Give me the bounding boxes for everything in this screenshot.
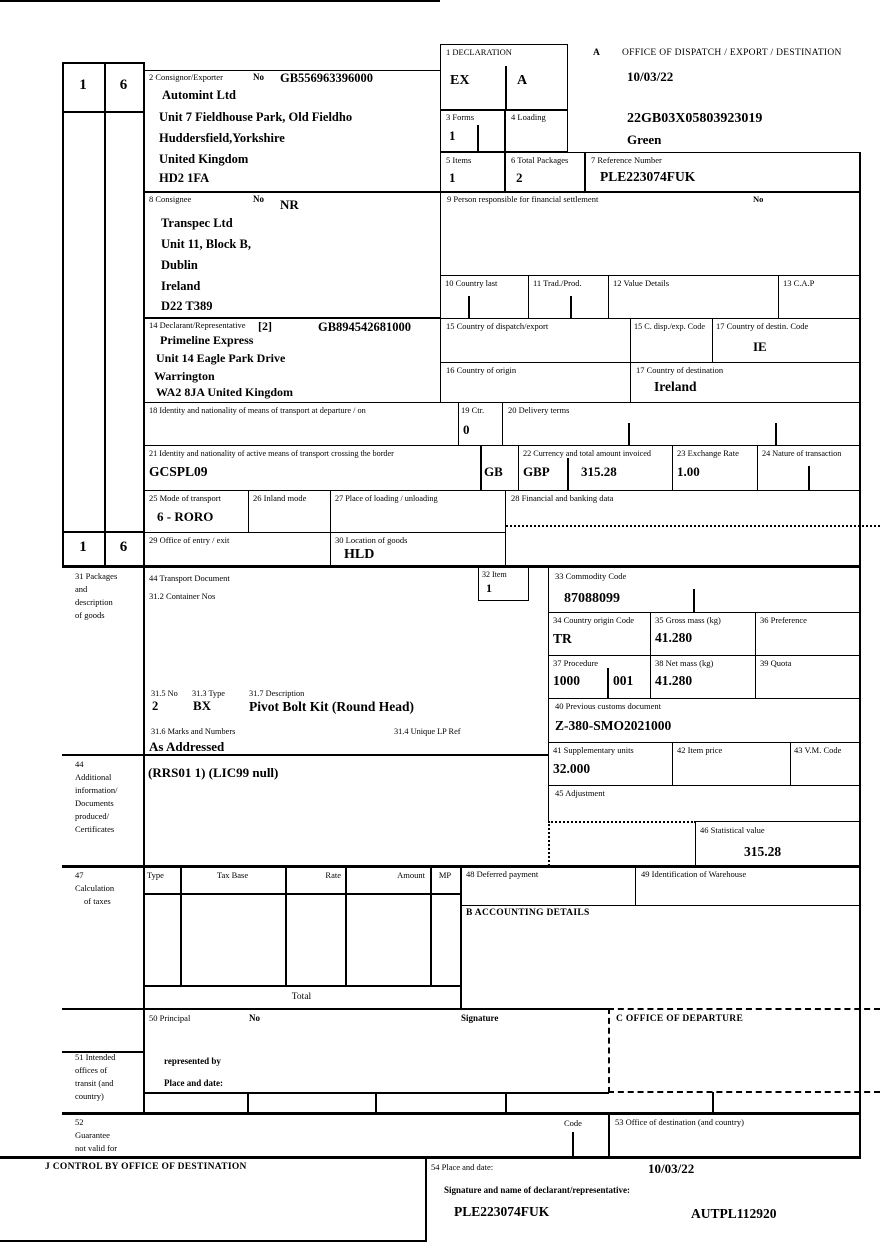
office-a-title: OFFICE OF DISPATCH / EXPORT / DESTINATION	[622, 48, 842, 58]
box31-side-label: of goods	[75, 610, 105, 620]
box46-value: 315.28	[744, 844, 782, 859]
table-column-line	[285, 865, 287, 986]
divider	[693, 589, 695, 613]
box51-side-label: country)	[75, 1091, 104, 1101]
box26-label: 26 Inland mode	[253, 493, 307, 503]
box3-label: 3 Forms	[446, 112, 475, 122]
box15c-label: 15 C. disp./exp. Code	[634, 322, 705, 331]
box22-currency: GBP	[523, 464, 550, 479]
box25-value: 6 - RORO	[157, 509, 214, 524]
box31-side-label: 31 Packages	[75, 571, 118, 581]
divider	[775, 423, 777, 446]
divider	[567, 458, 569, 491]
box6-label: 6 Total Packages	[511, 155, 569, 165]
box50-no-label: No	[249, 1013, 260, 1023]
border-line	[608, 1113, 610, 1157]
box14-address-line: WA2 8JA United Kingdom	[156, 385, 294, 399]
box14-eori: GB894542681000	[318, 320, 412, 334]
declaration-category: A	[517, 73, 528, 88]
table-column-line	[430, 865, 432, 986]
box2-eori: GB556963396000	[280, 71, 374, 85]
box37-label: 37 Procedure	[553, 658, 599, 668]
box15-label: 15 Country of dispatch/export	[446, 321, 549, 331]
divider	[477, 125, 479, 152]
box14-code: [2]	[258, 319, 272, 333]
box38-label: 38 Net mass (kg)	[655, 658, 714, 668]
box35-value: 41.280	[655, 630, 693, 645]
border-line	[375, 1092, 377, 1113]
box25-label: 25 Mode of transport	[149, 493, 222, 503]
box39-label: 39 Quota	[760, 658, 792, 668]
declaration-type: EX	[450, 73, 470, 88]
box51-side-label: 51 Intended	[75, 1052, 116, 1062]
box54-signature-label: Signature and name of declarant/representative:	[444, 1185, 630, 1195]
box7-value: PLE223074FUK	[600, 169, 696, 184]
box31-4-lp-label: 31.4 Unique LP Ref	[394, 727, 461, 736]
box23-value: 1.00	[677, 464, 700, 479]
box31-5-no-value: 2	[152, 699, 159, 713]
copy-number-right: 6	[119, 539, 128, 555]
box12-label: 12 Value Details	[613, 278, 670, 288]
box50-signature-label: Signature	[461, 1013, 499, 1023]
box54-reference: PLE223074FUK	[454, 1204, 550, 1219]
box41-value: 32.000	[553, 761, 591, 776]
border-line	[62, 754, 549, 756]
office-a-routing: Green	[627, 132, 662, 147]
box40-value: Z-380-SMO2021000	[555, 718, 672, 733]
box8-address-line: Transpec Ltd	[161, 216, 233, 230]
box17c-label: 17 Country of destin. Code	[716, 321, 809, 331]
box5-value: 1	[449, 170, 456, 185]
box37-value2: 001	[613, 673, 634, 688]
border-line	[505, 1092, 507, 1113]
box8-id: NR	[280, 197, 299, 212]
box9-label: 9 Person responsible for financial settlement	[447, 194, 599, 204]
tax-total-label: Total	[291, 992, 312, 1002]
office-a-date: 10/03/22	[627, 69, 674, 84]
office-a-letter: A	[593, 48, 601, 58]
box44-side-label: 44	[75, 759, 84, 769]
box37-value1: 1000	[553, 673, 580, 688]
border-line	[143, 865, 145, 1010]
box52-code-label: Code	[564, 1118, 582, 1128]
box23-label: 23 Exchange Rate	[677, 448, 739, 458]
box8-no-label: No	[253, 194, 264, 204]
tax-col-base: Tax Base	[216, 870, 249, 880]
box5-label: 5 Items	[446, 155, 472, 165]
box32-label: 32 Item	[482, 570, 507, 579]
box40-label: 40 Previous customs document	[555, 701, 662, 711]
box30-value: HLD	[344, 547, 375, 562]
box11-label: 11 Trad./Prod.	[533, 278, 582, 288]
tax-col-amount: Amount	[397, 870, 425, 880]
box44-side-label: Additional	[75, 772, 112, 782]
box33-label: 33 Commodity Code	[555, 571, 627, 581]
box46-label: 46 Statistical value	[700, 825, 765, 835]
box2-label: 2 Consignor/Exporter	[149, 72, 223, 82]
box54-label: 54 Place and date:	[431, 1162, 494, 1172]
box54-date: 10/03/22	[648, 1161, 695, 1176]
box44-side-label: information/	[75, 785, 118, 795]
box2-address-line: HD2 1FA	[159, 171, 210, 185]
dashed-line	[608, 1091, 880, 1093]
copy-number-left: 1	[79, 539, 87, 555]
box34-label: 34 Country origin Code	[553, 615, 634, 625]
border-line	[143, 1008, 145, 1113]
box14-address-line: Primeline Express	[160, 333, 254, 347]
copy-number-left: 1	[79, 77, 87, 93]
divider	[628, 423, 630, 446]
border-line	[0, 1240, 426, 1242]
box47-side-label: Calculation	[75, 883, 115, 893]
section-line	[62, 1112, 860, 1115]
box31-5-no-label: 31.5 No	[151, 689, 178, 698]
box1-label: 1 DECLARATION	[446, 47, 512, 57]
box21-label: 21 Identity and nationality of active means of transport crossing the border	[149, 449, 394, 458]
border-line	[247, 1092, 249, 1113]
divider	[480, 446, 482, 490]
box31-6-marks-value: As Addressed	[149, 739, 225, 754]
border-line	[0, 0, 440, 2]
box19-label: 19 Ctr.	[461, 405, 485, 415]
box50-label: 50 Principal	[149, 1013, 191, 1023]
box47-side-label: 47	[75, 870, 84, 880]
box47-side-label: of taxes	[84, 896, 111, 906]
box30-label: 30 Location of goods	[335, 535, 408, 545]
box45-label: 45 Adjustment	[555, 788, 605, 798]
border-line	[425, 1157, 427, 1242]
box16-label: 16 Country of origin	[446, 365, 517, 375]
box51-side-label: offices of	[75, 1065, 108, 1075]
box28-label: 28 Financial and banking data	[511, 493, 614, 503]
box22-amount: 315.28	[581, 464, 617, 479]
box34-value: TR	[553, 631, 572, 646]
box7-label: 7 Reference Number	[591, 155, 662, 165]
box44-value: (RRS01 1) (LIC99 null)	[148, 765, 279, 780]
box8-address-line: Ireland	[161, 279, 201, 293]
box52-side-label: 52	[75, 1117, 84, 1127]
office-a-mrn: 22GB03X05803923019	[627, 111, 763, 126]
box31-2-container-label: 31.2 Container Nos	[149, 591, 216, 601]
box35-label: 35 Gross mass (kg)	[655, 615, 721, 625]
box27-label: 27 Place of loading / unloading	[335, 494, 438, 503]
box52-side-label: not valid for	[75, 1143, 118, 1153]
divider	[572, 1132, 574, 1156]
box44-side-label: Documents	[75, 798, 114, 808]
table-line	[143, 893, 461, 895]
box50-represented-label: represented by	[164, 1056, 221, 1066]
box42-label: 42 Item price	[677, 745, 723, 755]
box41-label: 41 Supplementary units	[553, 745, 634, 755]
box17-label: 17 Country of destination	[636, 365, 724, 375]
box31-7-desc-label: 31.7 Description	[249, 689, 305, 698]
box10-label: 10 Country last	[445, 278, 498, 288]
box6-value: 2	[516, 170, 523, 185]
divider	[468, 296, 470, 319]
divider	[505, 66, 507, 110]
box31-3-type-label: 31.3 Type	[192, 689, 225, 698]
box9-no-label: No	[753, 194, 764, 204]
tax-col-type: Type	[147, 870, 164, 880]
divider	[607, 668, 609, 699]
box20-label: 20 Delivery terms	[508, 405, 570, 415]
tax-col-mp: MP	[438, 870, 452, 880]
box52-side-label: Guarantee	[75, 1130, 110, 1140]
section-c-title: C OFFICE OF DEPARTURE	[616, 1014, 744, 1024]
box19-value: 0	[463, 422, 470, 437]
box13-label: 13 C.A.P	[783, 278, 815, 288]
box14-address-line: Unit 14 Eagle Park Drive	[156, 351, 286, 365]
box8-address-line: Dublin	[161, 258, 198, 272]
box38-value: 41.280	[655, 673, 693, 688]
box14-label: 14 Declarant/Representative	[149, 320, 246, 330]
box14-address-line: Warrington	[154, 369, 215, 383]
box24-label: 24 Nature of transaction	[762, 449, 842, 458]
dashed-line	[608, 1008, 610, 1093]
box2-no-label: No	[253, 72, 264, 82]
box22-label: 22 Currency and total amount invoiced	[523, 449, 652, 458]
copy-number-right: 6	[119, 77, 128, 93]
border-line	[712, 1092, 714, 1113]
box49-label: 49 Identification of Warehouse	[641, 869, 747, 879]
box32-value: 1	[486, 581, 492, 595]
dashed-line	[608, 1008, 880, 1010]
divider	[808, 466, 810, 491]
box31-3-type-value: BX	[193, 698, 212, 713]
section-line	[0, 1156, 861, 1159]
box3-value: 1	[449, 128, 456, 143]
box8-address-line: D22 T389	[161, 299, 213, 313]
box17c-value: IE	[753, 339, 767, 354]
section-j-title: J CONTROL BY OFFICE OF DESTINATION	[45, 1162, 247, 1172]
box17-value: Ireland	[654, 379, 697, 394]
box29-label: 29 Office of entry / exit	[149, 535, 230, 545]
box21-value: GCSPL09	[149, 464, 208, 479]
box36-label: 36 Preference	[760, 615, 807, 625]
box2-address-line: Unit 7 Fieldhouse Park, Old Fieldho	[159, 110, 353, 124]
box43-label: 43 V.M. Code	[794, 745, 842, 755]
box50-place-date-label: Place and date:	[164, 1078, 223, 1088]
table-column-line	[180, 865, 182, 986]
box2-address-line: Automint Ltd	[162, 88, 236, 102]
border-line	[143, 565, 145, 866]
table-line	[143, 985, 461, 987]
box48-label: 48 Deferred payment	[466, 869, 539, 879]
box2-address-line: Huddersfield,Yorkshire	[159, 131, 285, 145]
box18-label: 18 Identity and nationality of means of transport at departure / on	[149, 406, 366, 415]
box51-side-label: transit (and	[75, 1078, 114, 1088]
box31-side-label: and	[75, 584, 88, 594]
box33-value: 87088099	[564, 591, 620, 606]
divider	[570, 296, 572, 319]
box44-side-label: produced/	[75, 811, 109, 821]
table-column-line	[345, 865, 347, 986]
box31-6-marks-label: 31.6 Marks and Numbers	[151, 727, 236, 736]
box44-side-label: Certificates	[75, 824, 115, 834]
border-line	[62, 62, 64, 567]
box31-7-desc-value: Pivot Bolt Kit (Round Head)	[249, 699, 415, 714]
box8-label: 8 Consignee	[149, 194, 192, 204]
box21-nationality: GB	[484, 464, 503, 479]
box44-transport-doc-label: 44 Transport Document	[149, 573, 230, 583]
box31-side-label: description	[75, 597, 113, 607]
tax-col-rate: Rate	[325, 870, 341, 880]
box2-address-line: United Kingdom	[159, 152, 249, 166]
box8-address-line: Unit 11, Block B,	[161, 237, 251, 251]
section-b-title: B ACCOUNTING DETAILS	[466, 908, 590, 918]
box4-label: 4 Loading	[511, 112, 546, 122]
dotted-line	[548, 821, 550, 866]
border-line	[104, 62, 106, 567]
box53-label: 53 Office of destination (and country)	[615, 1117, 744, 1127]
box54-declarant: AUTPL112920	[691, 1206, 777, 1221]
